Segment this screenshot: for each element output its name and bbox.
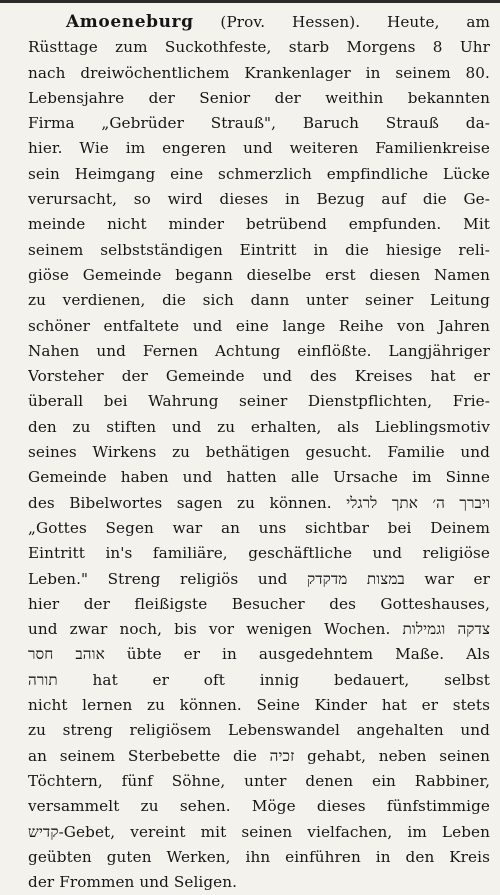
article-line-27: תורה hat er oft innig bedauert, selbst xyxy=(28,670,490,689)
article-line-31: Töchtern, fünf Söhne, unter denen ein Rabbiner, xyxy=(28,771,490,790)
article-line-15: Vorsteher der Gemeinde und des Kreises hat er xyxy=(28,367,490,386)
article-line-24: hier der fleißigste Besucher des Gotteshauses, xyxy=(28,594,490,613)
place-name: Amoeneburg xyxy=(66,12,194,32)
article-line-30: an seinem Sterbebette die זכיה gehabt, neben seinen xyxy=(28,746,490,765)
article-line-4: Lebensjahre der Senior der weithin bekannten xyxy=(28,88,490,107)
article-line-13: schöner entfaltete und eine lange Reihe von Jahren xyxy=(28,316,490,335)
article-line-1: Amoeneburg (Prov. Hessen). Heute, am xyxy=(66,12,490,32)
article-line-22: Eintritt in's familiäre, geschäftliche und religiöse xyxy=(28,544,490,563)
article-line-25: und zwar noch, bis vor wenigen Wochen. צדקה וגמילות xyxy=(28,620,490,639)
article-line-14: Nahen und Fernen Achtung einflößte. Langjähriger xyxy=(28,341,490,360)
article-line-28: nicht lernen zu können. Seine Kinder hat er stets xyxy=(28,696,490,715)
article-line-12: zu verdienen, die sich dann unter seiner Leitung xyxy=(28,291,490,310)
article-line-26: אוהב חסר übte er in ausgedehntem Maße. Als xyxy=(28,645,490,664)
article-line-29: zu streng religiösem Lebenswandel angehalten und xyxy=(28,721,490,740)
article-line-17: den zu stiften und zu erhalten, als Lieblingsmotiv xyxy=(28,417,490,436)
article-line-2: Rüsttage zum Suckothfeste, starb Morgens 8 Uhr xyxy=(28,38,490,57)
article-line-9: meinde nicht minder betrübend empfunden. Mit xyxy=(28,215,490,234)
article-line-32: versammelt zu sehen. Möge dieses fünfstimmige xyxy=(28,797,490,816)
article-line-35: der Frommen und Seligen. xyxy=(28,873,238,892)
article-line-21: „Gottes Segen war an uns sichtbar bei Deinem xyxy=(28,518,490,537)
article-line-10: seinem selbstständigen Eintritt in die hiesige reli- xyxy=(28,240,490,259)
article-line-16: überall bei Wahrung seiner Dienstpflichten, Frie- xyxy=(28,392,490,411)
article-line-5: Firma „Gebrüder Strauß", Baruch Strauß da- xyxy=(28,114,490,133)
article-line-34: geübten guten Werken, ihn einführen in den Kreis xyxy=(28,847,490,866)
article-line-8: verursacht, so wird dieses in Bezug auf die Ge- xyxy=(28,190,490,209)
article-line-19: Gemeinde haben und hatten alle Ursache im Sinne xyxy=(28,468,490,487)
article-line-33: קדיש-Gebet, vereint mit seinen vielfachen, im Leben xyxy=(28,822,490,841)
article-line-6: hier. Wie im engeren und weiteren Familienkreise xyxy=(28,139,490,158)
article-line-23: Leben." Streng religiös und במצות מדקדק war er xyxy=(28,569,490,588)
article-line-20: des Bibelwortes sagen zu können. ויברך ה׳ אתך לרגלי xyxy=(28,493,490,512)
article-line-3: nach dreiwöchentlichem Krankenlager in seinem 80. xyxy=(28,63,490,82)
article-line-11: giöse Gemeinde begann dieselbe erst diesen Namen xyxy=(28,265,490,284)
article-line-7: sein Heimgang eine schmerzlich empfindliche Lücke xyxy=(28,164,490,183)
obituary-article xyxy=(28,10,490,895)
article-line-18: seines Wirkens zu bethätigen gesucht. Familie und xyxy=(28,443,490,462)
